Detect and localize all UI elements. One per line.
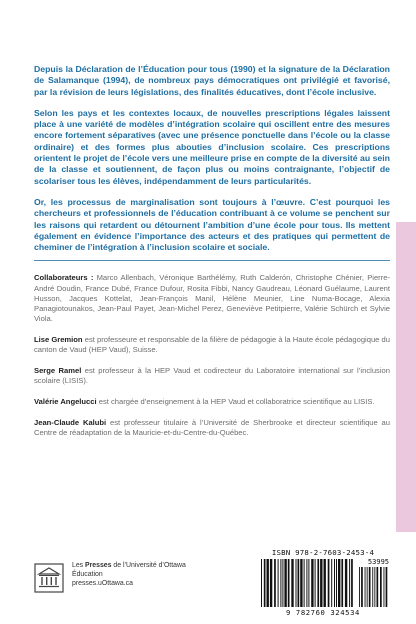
top-band bbox=[0, 0, 416, 28]
author-name: Valérie Angelucci bbox=[34, 397, 97, 407]
author-bio-text: est professeure et responsable de la filière de pédagogie à la Haute école pédagogique du canton de Vaud (HEP Vaud), Suisse. bbox=[34, 334, 390, 355]
author-name: Jean-Claude Kalubi bbox=[34, 418, 107, 428]
publisher-name: Les Presses de l’Université d’Ottawa bbox=[72, 562, 186, 569]
author-bio bbox=[34, 366, 390, 386]
author-name: Serge Ramel bbox=[34, 366, 82, 376]
divider bbox=[34, 260, 390, 261]
collaborators-names: Marco Allenbach, Véronique Barthélémy, Ruth Calderón, Christophe Chénier, Pierre-André Doudin, France Dubé, France Dufour, Rosita Fibbi, Nancy Gaudreau, Léonard Guélaume, Laurent Husson, Jacques Kottelat, Jean-François Manil, Hélène Meunier, Line Numa-Bocage, Alexia Panagiotounakos, Jean-Paul Payet, Jean-Michel Perez, Geneviève Petitpierre, Valérie Schürch et Sylvie Viola. bbox=[34, 273, 390, 323]
pink-side-strip bbox=[396, 222, 416, 532]
publisher-collection: Éducation bbox=[72, 571, 103, 578]
price-addon-number: 53995 bbox=[367, 558, 389, 566]
barcode-graphic bbox=[257, 559, 389, 609]
collaborators-label: Collaborateurs : bbox=[34, 273, 94, 283]
author-bio-text: est professeur à la HEP Vaud et codirecteur du Laboratoire international sur l’inclusion scolaire (LISIS). bbox=[34, 366, 390, 386]
author-bio bbox=[34, 397, 390, 407]
footer bbox=[0, 548, 416, 624]
summary-paragraph-1: Depuis la Déclaration de l’Éducation pour tous (1990) et la signature de la Déclaration de Salamanque (1994), de nombreux pays démocratiques ont privilégié et favorisé, par la révision de leurs législations, des finalités éducatives, dont l’école inclusive. bbox=[34, 64, 390, 97]
author-bio bbox=[34, 418, 390, 438]
author-bio bbox=[34, 335, 390, 355]
back-cover-text bbox=[34, 64, 390, 450]
summary-paragraph-3: Or, les processus de marginalisation sont toujours à l’œuvre. C’est pourquoi les chercheurs et professionnels de l’éducation contribuant à ce volume se penchent sur les raisons qui retardent ou détournent l’ambition d’une école pour tous. Ils mettent également en évidence l’importance des acteurs et des pratiques qui permettent de cheminer de l’intégration à l’inclusion scolaire et sociale. bbox=[34, 196, 390, 253]
barcode-number: 9 782760 324534 bbox=[286, 608, 360, 617]
publisher-website: presses.uOttawa.ca bbox=[72, 580, 133, 587]
author-name: Lise Gremion bbox=[34, 334, 83, 344]
isbn-label: ISBN 978-2-7603-2453-4 bbox=[271, 548, 375, 557]
university-building-icon bbox=[34, 563, 64, 593]
publisher-text bbox=[72, 561, 186, 588]
barcode-bars bbox=[257, 559, 389, 607]
collaborators-list bbox=[34, 273, 390, 323]
author-bio-text: est chargée d’enseignement à la HEP Vaud et collaboratrice scientifique au LISIS. bbox=[98, 397, 375, 407]
barcode-block bbox=[257, 548, 389, 618]
author-bio-text: est professeur titulaire à l’Université de Sherbrooke et directeur scientifique au Centre de réadaptation de la Mauricie-et-du-Centre-du-Québec. bbox=[34, 418, 390, 438]
publisher-block bbox=[34, 561, 244, 611]
summary-paragraph-2: Selon les pays et les contextes locaux, de nouvelles prescriptions légales laissent place à une variété de modèles d’intégration scolaire qui oscillent entre des mesures encore fortement séparatives (avec une présence ponctuelle dans l’école ou la classe ordinaire) et des formes plus abouties d’inclusion scolaire. Ces prescriptions orientent le projet de l’école vers une meilleure prise en compte de la diversité au sein de la classe et soutiennent, de façon plus ou moins contraignante, l’objectif de scolariser tous les élèves, indépendamment de leurs particularités. bbox=[34, 107, 390, 186]
